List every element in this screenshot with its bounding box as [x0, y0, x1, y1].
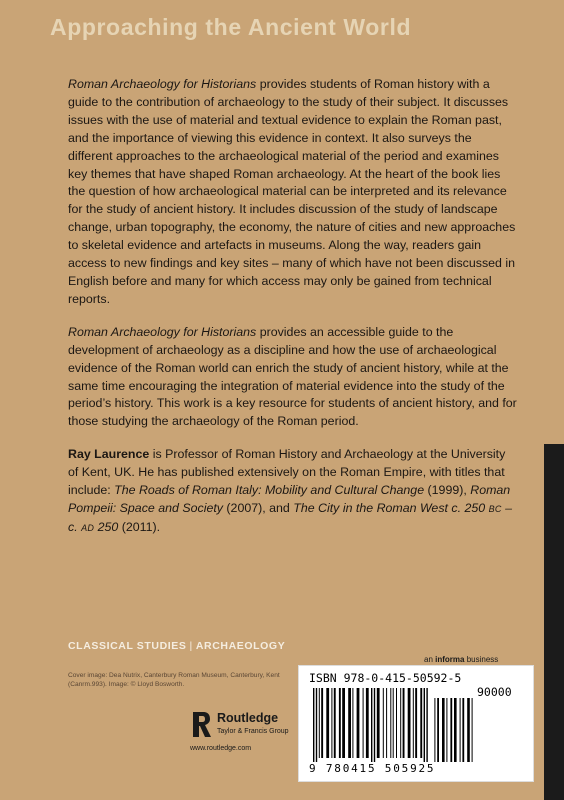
work-year: (2007), and: [222, 500, 294, 515]
era-label: BC: [488, 503, 502, 514]
publisher-name: Routledge: [217, 711, 279, 725]
era-label: AD: [81, 522, 95, 533]
spine-edge-bar: [544, 444, 564, 800]
barcode-bar: [357, 688, 360, 758]
barcode-bar: [348, 688, 351, 758]
barcode-bar: [415, 688, 417, 758]
barcode-bar: [377, 688, 380, 758]
work-title-part: 250: [94, 519, 119, 534]
blurb-paragraph-2: [68, 324, 518, 431]
subject-category: [68, 640, 285, 652]
barcode-bar: [342, 688, 345, 758]
barcode-addon-bar: [450, 698, 452, 762]
barcode-addon-bar: [434, 698, 435, 762]
work-year: (1999),: [424, 483, 471, 498]
barcode-bar: [339, 688, 341, 758]
barcode-bar: [366, 688, 369, 758]
barcode-addon-bar: [462, 698, 464, 762]
barcode-bar: [334, 688, 336, 758]
barcode-addon-bar: [454, 698, 457, 762]
barcode-bar: [426, 688, 427, 762]
author-name: Ray Laurence: [68, 447, 150, 462]
barcode-bar: [371, 688, 372, 762]
barcode-bar: [413, 688, 414, 758]
barcode-bar: [331, 688, 332, 758]
subject-separator: |: [189, 640, 193, 652]
barcode-bar: [400, 688, 401, 758]
barcode-bar: [383, 688, 384, 758]
price-code: 90000: [477, 685, 512, 699]
blurb-paragraph-1: [68, 76, 518, 309]
book-title: Roman Archaeology for Historians: [68, 324, 257, 339]
barcode-bar: [363, 688, 364, 758]
barcode-digits: 9 780415 505925: [309, 762, 436, 775]
cover-image-credit: Cover image: Dea Nutrix, Canterbury Roman Museum, Canterbury, Kent (Canrm.993). Image: © Lloyd Bosworth.: [68, 672, 280, 688]
barcode-bar: [420, 688, 422, 758]
informa-brand: informa: [435, 655, 465, 664]
barcode-bar: [326, 688, 329, 758]
author-bio: [68, 446, 518, 538]
series-title: Approaching the Ancient World: [50, 14, 412, 40]
informa-prefix: an: [424, 655, 436, 664]
barcode-bar: [390, 688, 391, 758]
informa-tagline: [424, 655, 498, 664]
barcode-bar: [374, 688, 375, 762]
routledge-logo-icon: [190, 711, 212, 739]
barcode-addon-bar: [437, 698, 439, 762]
publisher-url: www.routledge.com: [190, 745, 252, 752]
author-bio-text: is Professor of Roman History and Archaeology at the University of Kent, UK. He has published extensively on the Roman Empire, with titles that include:: [68, 447, 506, 498]
barcode-addon-bar: [472, 698, 473, 762]
work-title: The Roads of Roman Italy: Mobility and Cultural Change: [114, 483, 425, 498]
barcode-bar: [386, 688, 387, 758]
informa-suffix: business: [464, 655, 499, 664]
barcode-bar: [393, 688, 394, 758]
work-title: Roman Pompeii: Space and Society: [68, 483, 511, 515]
barcode-bar: [321, 688, 323, 758]
back-cover-blurb: [68, 76, 518, 553]
work-year: (2011).: [118, 519, 161, 534]
work-title-part: The City in the Roman West c. 250: [293, 500, 489, 515]
barcode-addon-bar: [460, 698, 461, 762]
barcode-bar: [396, 688, 397, 758]
publisher-group: Taylor & Francis Group: [217, 728, 289, 735]
barcode-bar: [352, 688, 353, 758]
book-title: Roman Archaeology for Historians: [68, 77, 257, 91]
barcode-addon-bar: [442, 698, 445, 762]
subject-left: CLASSICAL STUDIES: [68, 640, 187, 652]
subject-right: ARCHAEOLOGY: [195, 640, 286, 652]
barcode-addon-bar: [446, 698, 447, 762]
barcode-bar: [319, 688, 320, 758]
work-title-part: – c.: [68, 500, 513, 534]
barcode-bar: [316, 688, 317, 762]
barcode-bars: [307, 688, 525, 762]
barcode-bar: [403, 688, 405, 758]
blurb-text: provides an accessible guide to the development of archaeology as a discipline and how the use of archaeological evidence of the Roman world can enrich the study of ancient history, while at the same time encouraging the integration of material evidence into the study of the period’s history. This work is a key resource for students of ancient history, and for those studying the archaeology of the Roman period.: [68, 324, 517, 429]
barcode-bar: [313, 688, 314, 762]
isbn-barcode: [298, 665, 534, 782]
barcode-bar: [424, 688, 425, 762]
isbn-number: ISBN 978-0-415-50592-5: [309, 671, 462, 685]
barcode-addon-bar: [467, 698, 470, 762]
blurb-text: provides students of Roman history with a guide to the contribution of archaeology to the study of their subject. It discusses issues with the use of material and textual evidence to explain the Roman past, and the importance of viewing this evidence in context. It also surveys the different approaches to the archaeological material of the period and examines key themes that have shaped Roman archaeology. At the heart of the book lies the question of how archaeological material can be interpreted and its relevance for the study of ancient history. It includes discussion of the study of landscape change, urban topography, the economy, the nature of cities and new approaches to skeletal evidence and artefacts in museums. Along the way, readers gain access to new findings and key sites – many of which have not been discussed in English before and many for which access may only be gained from technical reports.: [68, 77, 516, 306]
barcode-bar: [408, 688, 411, 758]
